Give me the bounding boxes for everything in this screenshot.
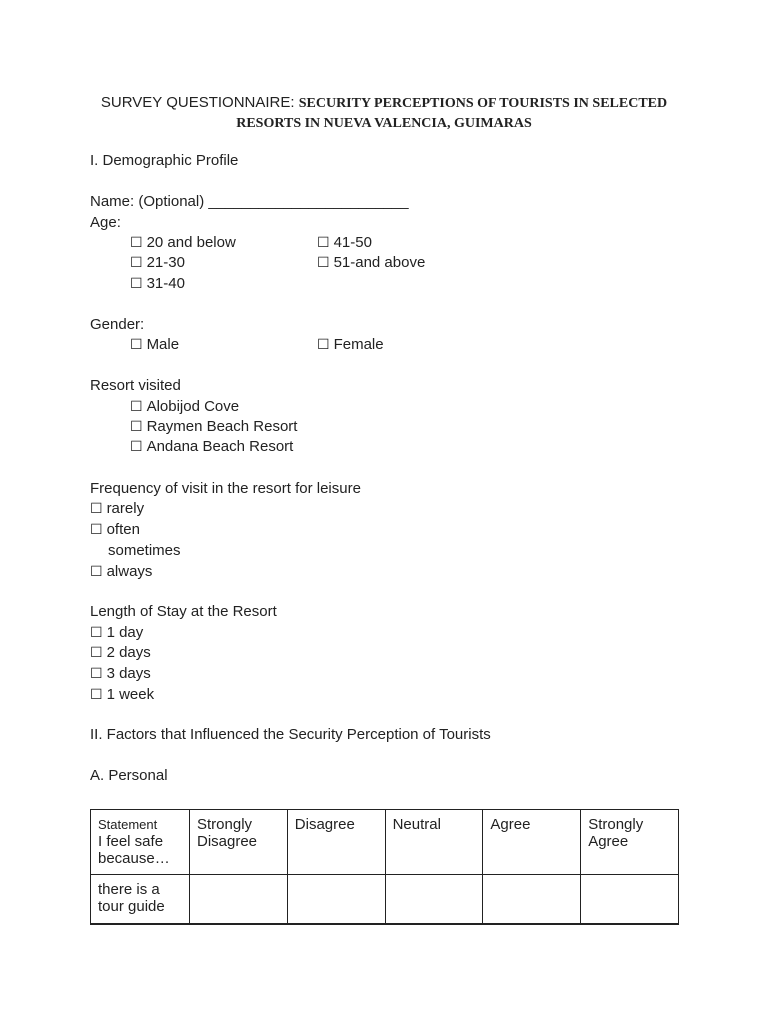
cell-agree[interactable] bbox=[483, 875, 581, 925]
frequency-option-rarely[interactable] bbox=[90, 499, 144, 519]
header-statement bbox=[91, 810, 190, 875]
header-disagree: Disagree bbox=[287, 810, 385, 875]
option-label: Female bbox=[333, 336, 384, 353]
stay-option-3-days[interactable] bbox=[90, 664, 151, 684]
header-neutral: Neutral bbox=[385, 810, 483, 875]
stay-option-1-day[interactable] bbox=[90, 623, 143, 643]
title-bold-line-2: RESORTS IN NUEVA VALENCIA, GUIMARAS bbox=[236, 116, 532, 131]
stay-option-1-week[interactable] bbox=[90, 685, 154, 705]
checkbox-icon[interactable]: ☐ bbox=[90, 564, 103, 580]
option-label: often bbox=[106, 521, 140, 538]
option-label: 41-50 bbox=[333, 234, 372, 251]
checkbox-icon[interactable]: ☐ bbox=[130, 419, 143, 435]
checkbox-icon[interactable]: ☐ bbox=[90, 687, 103, 703]
section-heading-factors: II. Factors that Influenced the Security Perception of Tourists bbox=[90, 726, 491, 743]
gender-option-female[interactable] bbox=[317, 335, 384, 355]
checkbox-icon[interactable]: ☐ bbox=[90, 522, 103, 538]
option-label: Male bbox=[146, 336, 180, 353]
option-label: 20 and below bbox=[146, 234, 236, 251]
frequency-option-often[interactable] bbox=[90, 520, 140, 540]
stay-label: Length of Stay at the Resort bbox=[90, 603, 277, 620]
cell-disagree[interactable] bbox=[287, 875, 385, 925]
checkbox-icon[interactable]: ☐ bbox=[130, 235, 143, 251]
option-label: 31-40 bbox=[146, 275, 185, 292]
option-label: Andana Beach Resort bbox=[146, 438, 294, 455]
frequency-option-always[interactable] bbox=[90, 562, 152, 582]
likert-table bbox=[90, 809, 679, 925]
checkbox-icon[interactable]: ☐ bbox=[317, 337, 330, 353]
option-label: 1 week bbox=[106, 686, 155, 703]
subheading-personal: A. Personal bbox=[90, 767, 168, 784]
resort-option-alobijod[interactable] bbox=[130, 397, 239, 417]
checkbox-icon[interactable]: ☐ bbox=[90, 666, 103, 682]
name-field-label: Name: (Optional) ________________________ bbox=[90, 193, 409, 210]
option-label: 3 days bbox=[106, 665, 151, 682]
checkbox-icon[interactable]: ☐ bbox=[130, 276, 143, 292]
age-option-31-40[interactable] bbox=[130, 274, 185, 294]
checkbox-icon[interactable]: ☐ bbox=[90, 645, 103, 661]
checkbox-icon[interactable]: ☐ bbox=[130, 255, 143, 271]
checkbox-icon[interactable]: ☐ bbox=[130, 439, 143, 455]
option-label: 51-and above bbox=[333, 254, 426, 271]
checkbox-icon[interactable]: ☐ bbox=[90, 625, 103, 641]
age-option-21-30[interactable] bbox=[130, 253, 185, 273]
age-option-51-above[interactable] bbox=[317, 253, 425, 273]
option-label: 1 day bbox=[106, 624, 144, 641]
stay-option-2-days[interactable] bbox=[90, 643, 151, 663]
header-strongly-agree: Strongly Agree bbox=[581, 810, 679, 875]
option-label: rarely bbox=[106, 500, 145, 517]
header-agree: Agree bbox=[483, 810, 581, 875]
header-strongly-disagree: Strongly Disagree bbox=[190, 810, 288, 875]
title-lead: SURVEY QUESTIONNAIRE: bbox=[100, 94, 299, 111]
age-label: Age: bbox=[90, 214, 121, 231]
frequency-label: Frequency of visit in the resort for leisure bbox=[90, 480, 361, 497]
resort-label: Resort visited bbox=[90, 377, 181, 394]
document-title bbox=[90, 93, 678, 133]
resort-option-andana[interactable] bbox=[130, 437, 293, 457]
option-label: Raymen Beach Resort bbox=[146, 418, 298, 435]
resort-option-raymen[interactable] bbox=[130, 417, 297, 437]
option-label: Alobijod Cove bbox=[146, 398, 240, 415]
cell-neutral[interactable] bbox=[385, 875, 483, 925]
checkbox-icon[interactable]: ☐ bbox=[317, 255, 330, 271]
header-statement-label: Statement bbox=[98, 817, 158, 832]
option-label: 2 days bbox=[106, 644, 151, 661]
checkbox-icon[interactable]: ☐ bbox=[130, 399, 143, 415]
header-statement-text: I feel safe because… bbox=[98, 833, 170, 867]
checkbox-icon[interactable]: ☐ bbox=[130, 337, 143, 353]
cell-strongly-agree[interactable] bbox=[581, 875, 679, 925]
gender-option-male[interactable] bbox=[130, 335, 179, 355]
title-bold-line-1: SECURITY PERCEPTIONS OF TOURISTS IN SELECTED bbox=[298, 96, 668, 111]
option-label: always bbox=[106, 563, 153, 580]
age-option-20-below[interactable] bbox=[130, 233, 236, 253]
frequency-option-sometimes: sometimes bbox=[108, 542, 181, 559]
age-option-41-50[interactable] bbox=[317, 233, 372, 253]
gender-label: Gender: bbox=[90, 316, 145, 333]
checkbox-icon[interactable]: ☐ bbox=[90, 501, 103, 517]
checkbox-icon[interactable]: ☐ bbox=[317, 235, 330, 251]
row-statement: there is a tour guide bbox=[91, 875, 190, 925]
table-header-row bbox=[91, 810, 679, 875]
section-heading-demographic: I. Demographic Profile bbox=[90, 152, 239, 169]
option-label: 21-30 bbox=[146, 254, 185, 271]
table-row bbox=[91, 875, 679, 925]
cell-strongly-disagree[interactable] bbox=[190, 875, 288, 925]
